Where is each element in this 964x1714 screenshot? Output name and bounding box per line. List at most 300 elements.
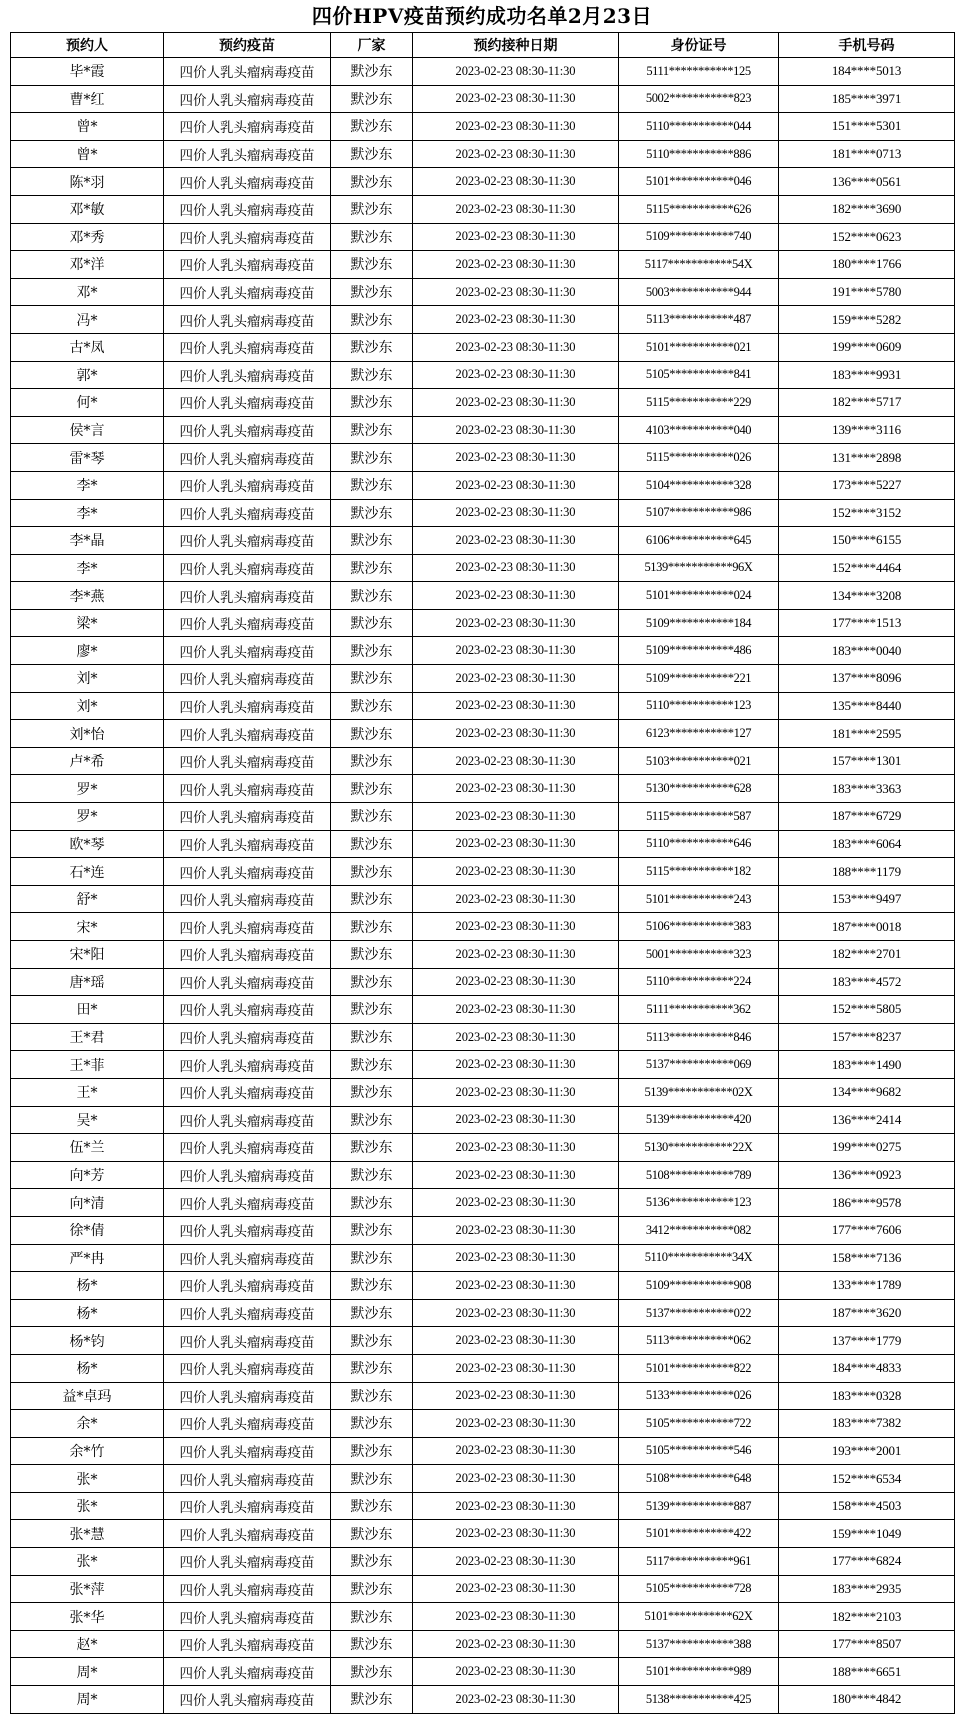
cell-maker: 默沙东	[331, 858, 413, 886]
table-row	[11, 140, 955, 168]
cell-phone: 180****4842	[779, 1686, 955, 1714]
table-row	[11, 361, 955, 389]
cell-idno: 5101***********989	[619, 1658, 779, 1686]
cell-maker: 默沙东	[331, 223, 413, 251]
cell-idno: 5109***********486	[619, 637, 779, 665]
table-row	[11, 913, 955, 941]
cell-name: 徐*倩	[11, 1216, 164, 1244]
cell-date: 2023-02-23 08:30-11:30	[413, 885, 619, 913]
column-header-vaccine: 预约疫苗	[164, 33, 331, 58]
cell-idno: 5101***********024	[619, 582, 779, 610]
cell-maker: 默沙东	[331, 168, 413, 196]
column-header-phone: 手机号码	[779, 33, 955, 58]
cell-phone: 150****6155	[779, 527, 955, 555]
cell-vaccine: 四价人乳头瘤病毒疫苗	[164, 996, 331, 1024]
cell-phone: 180****1766	[779, 251, 955, 279]
cell-phone: 158****4503	[779, 1492, 955, 1520]
cell-maker: 默沙东	[331, 389, 413, 417]
cell-vaccine: 四价人乳头瘤病毒疫苗	[164, 692, 331, 720]
cell-maker: 默沙东	[331, 1630, 413, 1658]
cell-vaccine: 四价人乳头瘤病毒疫苗	[164, 1051, 331, 1079]
cell-vaccine: 四价人乳头瘤病毒疫苗	[164, 1382, 331, 1410]
cell-name: 严*冉	[11, 1244, 164, 1272]
cell-vaccine: 四价人乳头瘤病毒疫苗	[164, 858, 331, 886]
cell-vaccine: 四价人乳头瘤病毒疫苗	[164, 1603, 331, 1631]
cell-phone: 183****6064	[779, 830, 955, 858]
table-row	[11, 1272, 955, 1300]
table-row	[11, 747, 955, 775]
cell-vaccine: 四价人乳头瘤病毒疫苗	[164, 803, 331, 831]
cell-vaccine: 四价人乳头瘤病毒疫苗	[164, 1492, 331, 1520]
cell-idno: 5139***********02X	[619, 1078, 779, 1106]
table-row	[11, 830, 955, 858]
cell-date: 2023-02-23 08:30-11:30	[413, 1244, 619, 1272]
cell-vaccine: 四价人乳头瘤病毒疫苗	[164, 1575, 331, 1603]
table-row	[11, 389, 955, 417]
cell-maker: 默沙东	[331, 113, 413, 141]
cell-date: 2023-02-23 08:30-11:30	[413, 1575, 619, 1603]
cell-maker: 默沙东	[331, 1051, 413, 1079]
cell-idno: 5113***********062	[619, 1327, 779, 1355]
cell-idno: 5001***********323	[619, 941, 779, 969]
table-row	[11, 333, 955, 361]
cell-idno: 5111***********125	[619, 58, 779, 86]
table-row	[11, 1216, 955, 1244]
cell-vaccine: 四价人乳头瘤病毒疫苗	[164, 609, 331, 637]
cell-vaccine: 四价人乳头瘤病毒疫苗	[164, 1437, 331, 1465]
cell-idno: 5108***********789	[619, 1161, 779, 1189]
cell-maker: 默沙东	[331, 1244, 413, 1272]
cell-idno: 5101***********243	[619, 885, 779, 913]
cell-phone: 193****2001	[779, 1437, 955, 1465]
cell-date: 2023-02-23 08:30-11:30	[413, 333, 619, 361]
cell-vaccine: 四价人乳头瘤病毒疫苗	[164, 1216, 331, 1244]
cell-vaccine: 四价人乳头瘤病毒疫苗	[164, 499, 331, 527]
cell-vaccine: 四价人乳头瘤病毒疫苗	[164, 223, 331, 251]
cell-vaccine: 四价人乳头瘤病毒疫苗	[164, 665, 331, 693]
cell-phone: 177****7606	[779, 1216, 955, 1244]
cell-idno: 3412***********082	[619, 1216, 779, 1244]
cell-idno: 5110***********044	[619, 113, 779, 141]
cell-vaccine: 四价人乳头瘤病毒疫苗	[164, 278, 331, 306]
cell-vaccine: 四价人乳头瘤病毒疫苗	[164, 554, 331, 582]
cell-phone: 134****3208	[779, 582, 955, 610]
cell-maker: 默沙东	[331, 1520, 413, 1548]
cell-maker: 默沙东	[331, 1023, 413, 1051]
table-row	[11, 803, 955, 831]
cell-date: 2023-02-23 08:30-11:30	[413, 720, 619, 748]
cell-date: 2023-02-23 08:30-11:30	[413, 1492, 619, 1520]
cell-idno: 5110***********34X	[619, 1244, 779, 1272]
cell-idno: 5113***********487	[619, 306, 779, 334]
cell-maker: 默沙东	[331, 333, 413, 361]
cell-name: 杨*	[11, 1299, 164, 1327]
cell-date: 2023-02-23 08:30-11:30	[413, 1465, 619, 1493]
cell-date: 2023-02-23 08:30-11:30	[413, 1106, 619, 1134]
cell-name: 宋*	[11, 913, 164, 941]
table-row	[11, 195, 955, 223]
cell-idno: 5101***********021	[619, 333, 779, 361]
cell-date: 2023-02-23 08:30-11:30	[413, 858, 619, 886]
cell-name: 李*燕	[11, 582, 164, 610]
cell-idno: 5101***********62X	[619, 1603, 779, 1631]
cell-vaccine: 四价人乳头瘤病毒疫苗	[164, 140, 331, 168]
cell-maker: 默沙东	[331, 140, 413, 168]
table-row	[11, 637, 955, 665]
table-row	[11, 1492, 955, 1520]
cell-maker: 默沙东	[331, 1410, 413, 1438]
table-row	[11, 1658, 955, 1686]
cell-maker: 默沙东	[331, 941, 413, 969]
cell-date: 2023-02-23 08:30-11:30	[413, 1630, 619, 1658]
table-row	[11, 306, 955, 334]
cell-date: 2023-02-23 08:30-11:30	[413, 140, 619, 168]
cell-idno: 5139***********887	[619, 1492, 779, 1520]
cell-vaccine: 四价人乳头瘤病毒疫苗	[164, 720, 331, 748]
cell-date: 2023-02-23 08:30-11:30	[413, 554, 619, 582]
cell-maker: 默沙东	[331, 692, 413, 720]
cell-name: 李*	[11, 554, 164, 582]
page-title: 四价HPV疫苗预约成功名单2月23日	[311, 4, 653, 28]
column-header-idno: 身份证号	[619, 33, 779, 58]
cell-date: 2023-02-23 08:30-11:30	[413, 1603, 619, 1631]
table-row	[11, 1520, 955, 1548]
cell-maker: 默沙东	[331, 1189, 413, 1217]
table-row	[11, 941, 955, 969]
cell-date: 2023-02-23 08:30-11:30	[413, 251, 619, 279]
cell-maker: 默沙东	[331, 830, 413, 858]
cell-name: 向*芳	[11, 1161, 164, 1189]
table-row	[11, 858, 955, 886]
cell-name: 罗*	[11, 775, 164, 803]
cell-date: 2023-02-23 08:30-11:30	[413, 582, 619, 610]
cell-name: 张*	[11, 1465, 164, 1493]
cell-date: 2023-02-23 08:30-11:30	[413, 747, 619, 775]
table-row	[11, 1244, 955, 1272]
cell-vaccine: 四价人乳头瘤病毒疫苗	[164, 389, 331, 417]
cell-idno: 5110***********646	[619, 830, 779, 858]
cell-date: 2023-02-23 08:30-11:30	[413, 306, 619, 334]
cell-vaccine: 四价人乳头瘤病毒疫苗	[164, 1134, 331, 1162]
cell-name: 雷*琴	[11, 444, 164, 472]
cell-phone: 177****8507	[779, 1630, 955, 1658]
cell-vaccine: 四价人乳头瘤病毒疫苗	[164, 1658, 331, 1686]
cell-date: 2023-02-23 08:30-11:30	[413, 168, 619, 196]
cell-vaccine: 四价人乳头瘤病毒疫苗	[164, 306, 331, 334]
cell-idno: 5105***********841	[619, 361, 779, 389]
cell-name: 卢*希	[11, 747, 164, 775]
cell-maker: 默沙东	[331, 361, 413, 389]
cell-date: 2023-02-23 08:30-11:30	[413, 499, 619, 527]
table-row	[11, 1465, 955, 1493]
cell-idno: 5117***********54X	[619, 251, 779, 279]
table-row	[11, 1299, 955, 1327]
cell-idno: 5111***********362	[619, 996, 779, 1024]
column-header-date: 预约接种日期	[413, 33, 619, 58]
cell-vaccine: 四价人乳头瘤病毒疫苗	[164, 1299, 331, 1327]
cell-phone: 153****9497	[779, 885, 955, 913]
cell-idno: 5110***********123	[619, 692, 779, 720]
table-row	[11, 1134, 955, 1162]
cell-date: 2023-02-23 08:30-11:30	[413, 1134, 619, 1162]
cell-idno: 5103***********021	[619, 747, 779, 775]
cell-maker: 默沙东	[331, 444, 413, 472]
cell-vaccine: 四价人乳头瘤病毒疫苗	[164, 1327, 331, 1355]
cell-vaccine: 四价人乳头瘤病毒疫苗	[164, 195, 331, 223]
cell-phone: 199****0275	[779, 1134, 955, 1162]
cell-maker: 默沙东	[331, 1354, 413, 1382]
cell-idno: 5137***********022	[619, 1299, 779, 1327]
cell-name: 杨*	[11, 1272, 164, 1300]
cell-phone: 187****3620	[779, 1299, 955, 1327]
cell-name: 吴*	[11, 1106, 164, 1134]
cell-phone: 177****1513	[779, 609, 955, 637]
cell-idno: 5101***********422	[619, 1520, 779, 1548]
table-row	[11, 168, 955, 196]
cell-date: 2023-02-23 08:30-11:30	[413, 58, 619, 86]
cell-date: 2023-02-23 08:30-11:30	[413, 1272, 619, 1300]
cell-vaccine: 四价人乳头瘤病毒疫苗	[164, 1354, 331, 1382]
cell-idno: 5136***********123	[619, 1189, 779, 1217]
cell-name: 赵*	[11, 1630, 164, 1658]
cell-idno: 5108***********648	[619, 1465, 779, 1493]
cell-vaccine: 四价人乳头瘤病毒疫苗	[164, 527, 331, 555]
cell-phone: 185****3971	[779, 85, 955, 113]
cell-idno: 4103***********040	[619, 416, 779, 444]
cell-name: 邓*敏	[11, 195, 164, 223]
table-row	[11, 58, 955, 86]
cell-idno: 5133***********026	[619, 1382, 779, 1410]
cell-vaccine: 四价人乳头瘤病毒疫苗	[164, 968, 331, 996]
cell-date: 2023-02-23 08:30-11:30	[413, 527, 619, 555]
cell-idno: 6106***********645	[619, 527, 779, 555]
table-row	[11, 499, 955, 527]
cell-phone: 187****6729	[779, 803, 955, 831]
cell-date: 2023-02-23 08:30-11:30	[413, 361, 619, 389]
cell-vaccine: 四价人乳头瘤病毒疫苗	[164, 251, 331, 279]
cell-date: 2023-02-23 08:30-11:30	[413, 1548, 619, 1576]
cell-name: 王*菲	[11, 1051, 164, 1079]
cell-phone: 173****5227	[779, 471, 955, 499]
cell-maker: 默沙东	[331, 885, 413, 913]
cell-phone: 183****7382	[779, 1410, 955, 1438]
cell-date: 2023-02-23 08:30-11:30	[413, 968, 619, 996]
cell-maker: 默沙东	[331, 1382, 413, 1410]
cell-maker: 默沙东	[331, 471, 413, 499]
cell-name: 刘*	[11, 692, 164, 720]
cell-date: 2023-02-23 08:30-11:30	[413, 1161, 619, 1189]
cell-phone: 152****6534	[779, 1465, 955, 1493]
cell-idno: 5109***********184	[619, 609, 779, 637]
cell-maker: 默沙东	[331, 1575, 413, 1603]
cell-maker: 默沙东	[331, 775, 413, 803]
table-row	[11, 1575, 955, 1603]
column-header-name: 预约人	[11, 33, 164, 58]
cell-phone: 183****3363	[779, 775, 955, 803]
cell-maker: 默沙东	[331, 996, 413, 1024]
cell-date: 2023-02-23 08:30-11:30	[413, 85, 619, 113]
cell-name: 刘*怡	[11, 720, 164, 748]
cell-date: 2023-02-23 08:30-11:30	[413, 775, 619, 803]
cell-date: 2023-02-23 08:30-11:30	[413, 1658, 619, 1686]
cell-phone: 184****5013	[779, 58, 955, 86]
table-row	[11, 1437, 955, 1465]
cell-maker: 默沙东	[331, 58, 413, 86]
cell-phone: 183****9931	[779, 361, 955, 389]
cell-maker: 默沙东	[331, 499, 413, 527]
cell-vaccine: 四价人乳头瘤病毒疫苗	[164, 1106, 331, 1134]
cell-date: 2023-02-23 08:30-11:30	[413, 665, 619, 693]
cell-idno: 5117***********961	[619, 1548, 779, 1576]
cell-phone: 157****8237	[779, 1023, 955, 1051]
cell-idno: 5104***********328	[619, 471, 779, 499]
cell-maker: 默沙东	[331, 278, 413, 306]
cell-name: 张*萍	[11, 1575, 164, 1603]
cell-name: 曾*	[11, 113, 164, 141]
cell-idno: 5110***********224	[619, 968, 779, 996]
cell-vaccine: 四价人乳头瘤病毒疫苗	[164, 58, 331, 86]
cell-idno: 5105***********728	[619, 1575, 779, 1603]
cell-idno: 5109***********740	[619, 223, 779, 251]
table-row	[11, 1354, 955, 1382]
table-row	[11, 1686, 955, 1714]
cell-name: 余*	[11, 1410, 164, 1438]
cell-date: 2023-02-23 08:30-11:30	[413, 389, 619, 417]
cell-phone: 183****0328	[779, 1382, 955, 1410]
table-row	[11, 1603, 955, 1631]
cell-date: 2023-02-23 08:30-11:30	[413, 416, 619, 444]
table-row	[11, 609, 955, 637]
cell-phone: 183****2935	[779, 1575, 955, 1603]
cell-maker: 默沙东	[331, 251, 413, 279]
cell-phone: 191****5780	[779, 278, 955, 306]
cell-name: 古*凤	[11, 333, 164, 361]
cell-maker: 默沙东	[331, 582, 413, 610]
cell-name: 石*连	[11, 858, 164, 886]
cell-phone: 183****1490	[779, 1051, 955, 1079]
cell-vaccine: 四价人乳头瘤病毒疫苗	[164, 1548, 331, 1576]
cell-phone: 152****5805	[779, 996, 955, 1024]
table-row	[11, 416, 955, 444]
cell-phone: 181****0713	[779, 140, 955, 168]
table-row	[11, 1161, 955, 1189]
cell-name: 张*华	[11, 1603, 164, 1631]
cell-idno: 5139***********96X	[619, 554, 779, 582]
cell-date: 2023-02-23 08:30-11:30	[413, 1382, 619, 1410]
cell-name: 刘*	[11, 665, 164, 693]
cell-vaccine: 四价人乳头瘤病毒疫苗	[164, 747, 331, 775]
cell-date: 2023-02-23 08:30-11:30	[413, 609, 619, 637]
table-row	[11, 554, 955, 582]
cell-phone: 159****5282	[779, 306, 955, 334]
cell-idno: 5139***********420	[619, 1106, 779, 1134]
cell-maker: 默沙东	[331, 1299, 413, 1327]
table-header	[11, 33, 955, 58]
cell-date: 2023-02-23 08:30-11:30	[413, 1189, 619, 1217]
cell-name: 王*君	[11, 1023, 164, 1051]
cell-name: 杨*钧	[11, 1327, 164, 1355]
cell-vaccine: 四价人乳头瘤病毒疫苗	[164, 775, 331, 803]
cell-date: 2023-02-23 08:30-11:30	[413, 1686, 619, 1714]
cell-idno: 5115***********182	[619, 858, 779, 886]
cell-name: 益*卓玛	[11, 1382, 164, 1410]
table-row	[11, 1189, 955, 1217]
column-header-maker: 厂家	[331, 33, 413, 58]
table-row	[11, 444, 955, 472]
cell-maker: 默沙东	[331, 968, 413, 996]
table-row	[11, 968, 955, 996]
cell-phone: 152****3152	[779, 499, 955, 527]
cell-maker: 默沙东	[331, 747, 413, 775]
cell-date: 2023-02-23 08:30-11:30	[413, 941, 619, 969]
table-row	[11, 471, 955, 499]
cell-name: 梁*	[11, 609, 164, 637]
cell-name: 廖*	[11, 637, 164, 665]
cell-phone: 152****0623	[779, 223, 955, 251]
cell-name: 张*	[11, 1492, 164, 1520]
cell-date: 2023-02-23 08:30-11:30	[413, 803, 619, 831]
cell-name: 冯*	[11, 306, 164, 334]
cell-maker: 默沙东	[331, 85, 413, 113]
cell-date: 2023-02-23 08:30-11:30	[413, 1299, 619, 1327]
cell-vaccine: 四价人乳头瘤病毒疫苗	[164, 1023, 331, 1051]
cell-idno: 5115***********626	[619, 195, 779, 223]
cell-idno: 5113***********846	[619, 1023, 779, 1051]
cell-date: 2023-02-23 08:30-11:30	[413, 195, 619, 223]
cell-phone: 186****9578	[779, 1189, 955, 1217]
cell-phone: 136****0561	[779, 168, 955, 196]
cell-maker: 默沙东	[331, 1437, 413, 1465]
cell-name: 何*	[11, 389, 164, 417]
cell-name: 邓*	[11, 278, 164, 306]
cell-name: 邓*秀	[11, 223, 164, 251]
cell-name: 张*慧	[11, 1520, 164, 1548]
cell-phone: 135****8440	[779, 692, 955, 720]
cell-idno: 6123***********127	[619, 720, 779, 748]
cell-name: 毕*霞	[11, 58, 164, 86]
table-row	[11, 223, 955, 251]
cell-idno: 5137***********069	[619, 1051, 779, 1079]
cell-phone: 158****7136	[779, 1244, 955, 1272]
cell-phone: 136****0923	[779, 1161, 955, 1189]
cell-name: 田*	[11, 996, 164, 1024]
cell-name: 王*	[11, 1078, 164, 1106]
cell-vaccine: 四价人乳头瘤病毒疫苗	[164, 416, 331, 444]
cell-maker: 默沙东	[331, 1465, 413, 1493]
cell-phone: 182****3690	[779, 195, 955, 223]
cell-idno: 5109***********908	[619, 1272, 779, 1300]
cell-maker: 默沙东	[331, 1272, 413, 1300]
cell-name: 曾*	[11, 140, 164, 168]
cell-phone: 181****2595	[779, 720, 955, 748]
cell-idno: 5106***********383	[619, 913, 779, 941]
cell-phone: 188****1179	[779, 858, 955, 886]
cell-idno: 5002***********823	[619, 85, 779, 113]
cell-name: 欧*琴	[11, 830, 164, 858]
table-row	[11, 582, 955, 610]
table-row	[11, 1327, 955, 1355]
cell-maker: 默沙东	[331, 609, 413, 637]
cell-vaccine: 四价人乳头瘤病毒疫苗	[164, 1244, 331, 1272]
cell-maker: 默沙东	[331, 1492, 413, 1520]
cell-phone: 183****4572	[779, 968, 955, 996]
cell-name: 舒*	[11, 885, 164, 913]
cell-phone: 159****1049	[779, 1520, 955, 1548]
cell-date: 2023-02-23 08:30-11:30	[413, 444, 619, 472]
cell-name: 侯*言	[11, 416, 164, 444]
cell-vaccine: 四价人乳头瘤病毒疫苗	[164, 333, 331, 361]
cell-phone: 184****4833	[779, 1354, 955, 1382]
